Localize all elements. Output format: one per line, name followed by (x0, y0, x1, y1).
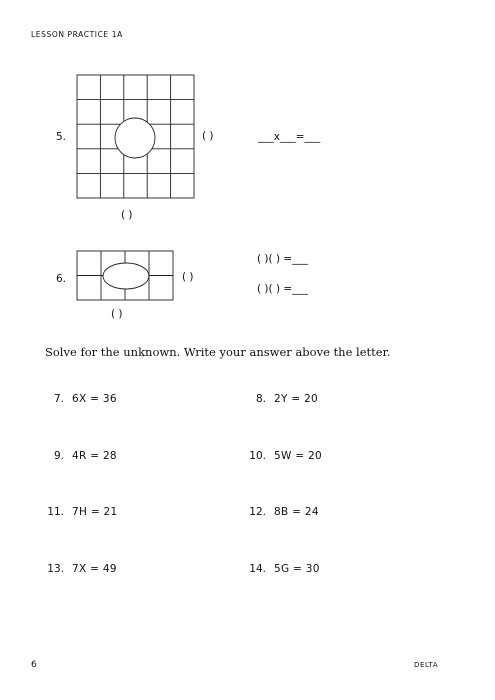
equation-number: 12. (249, 506, 266, 518)
problem-6-side-paren: ( ) (182, 271, 194, 283)
equation-number: 13. (47, 563, 64, 575)
problem-5-bottom-paren: ( ) (121, 209, 133, 221)
problem-5-number: 5. (56, 131, 67, 143)
equation-text: 6X = 36 (72, 393, 117, 405)
page-number: 6 (31, 660, 37, 670)
equation-11[interactable] (42, 500, 118, 519)
problem-5-equation-blank[interactable]: ___x___=___ (258, 131, 321, 143)
equation-number: 14. (249, 563, 266, 575)
problem-6-number: 6. (56, 273, 67, 285)
equation-13[interactable] (42, 557, 117, 576)
problem-6-oval (103, 263, 149, 289)
equation-text: 4R = 28 (72, 450, 117, 462)
footer-brand: DELTA (414, 661, 439, 669)
equation-text: 7X = 49 (72, 563, 117, 575)
equation-text: 8B = 24 (274, 506, 319, 518)
problem-6-equation-blank-2[interactable]: ( )( ) =___ (257, 283, 308, 295)
equation-8[interactable] (244, 387, 318, 406)
equation-text: 7H = 21 (72, 506, 118, 518)
equation-14[interactable] (244, 557, 320, 576)
page-header: LESSON PRACTICE 1A (31, 30, 123, 39)
equation-number: 7. (53, 393, 64, 405)
problem-6-bottom-paren: ( ) (111, 308, 123, 320)
equation-12[interactable] (244, 500, 319, 519)
equation-number: 11. (47, 506, 64, 518)
equation-number: 10. (249, 450, 266, 462)
equation-text: 2Y = 20 (274, 393, 319, 405)
equation-number: 9. (53, 450, 64, 462)
equation-text: 5W = 20 (274, 450, 322, 462)
equation-7[interactable] (42, 387, 117, 406)
equation-number: 8. (255, 393, 266, 405)
equation-9[interactable] (42, 444, 117, 463)
problem-6-equation-blank-1[interactable]: ( )( ) =___ (257, 253, 308, 265)
instruction-text: Solve for the unknown. Write your answer above the letter. (45, 345, 391, 359)
equation-10[interactable] (244, 444, 322, 463)
equation-text: 5G = 30 (274, 563, 320, 575)
problem-5-side-paren: ( ) (202, 130, 214, 142)
